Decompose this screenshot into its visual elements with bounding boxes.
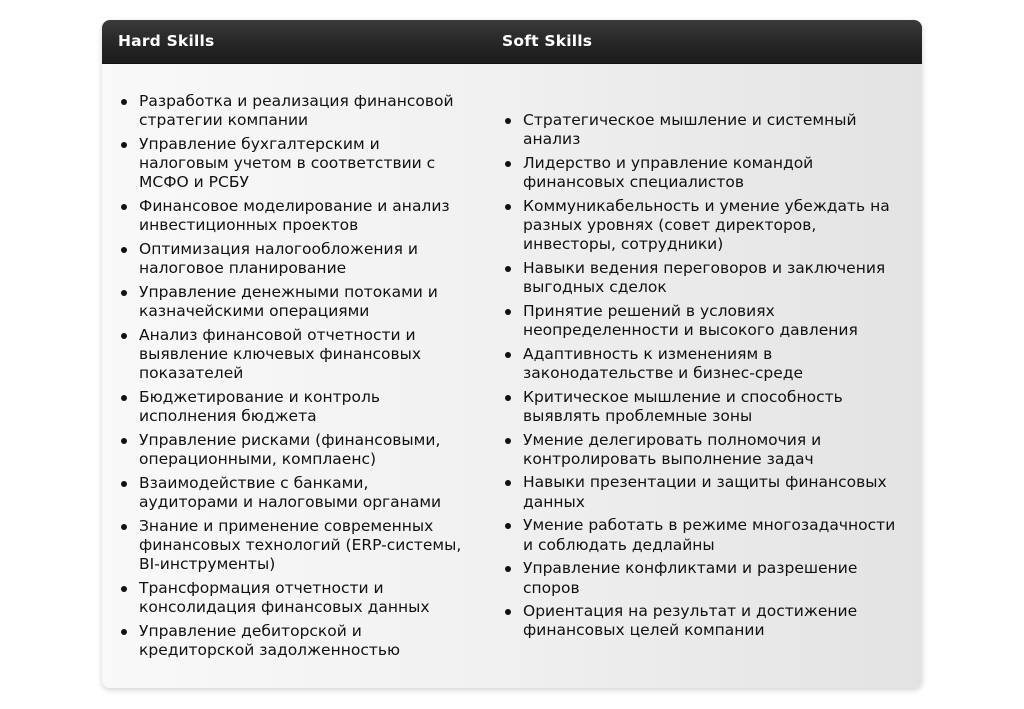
soft-skill-item: Лидерство и управление командой финансовых специалистов [503,154,903,193]
hard-skill-item: Управление дебиторской и кредиторской задолженностью [119,622,464,661]
hard-skill-item: Управление денежными потоками и казначейскими операциями [119,283,464,322]
soft-skill-item: Стратегическое мышление и системный анализ [503,111,903,150]
table-header [102,20,922,64]
hard-skill-item: Финансовое моделирование и анализ инвестиционных проектов [119,197,464,236]
hard-skill-item: Оптимизация налогообложения и налоговое планирование [119,240,464,279]
hard-skill-item: Бюджетирование и контроль исполнения бюджета [119,388,464,427]
soft-skill-item: Навыки презентации и защиты финансовых данных [503,473,903,512]
hard-skills-heading: Hard Skills [118,32,215,50]
soft-skill-item: Принятие решений в условиях неопределенности и высокого давления [503,302,903,341]
soft-skills-heading: Soft Skills [502,32,593,50]
hard-skills-list [119,92,464,665]
hard-skill-item: Знание и применение современных финансовых технологий (ERP-системы, BI-инструменты) [119,517,464,575]
hard-skill-item: Анализ финансовой отчетности и выявление ключевых финансовых показателей [119,326,464,384]
soft-skill-item: Коммуникабельность и умение убеждать на разных уровнях (совет директоров, инвесторы, сотрудники) [503,197,903,255]
skills-table [102,20,922,688]
soft-skill-item: Адаптивность к изменениям в законодательстве и бизнес-среде [503,345,903,384]
soft-skills-list [503,111,903,645]
hard-skill-item: Взаимодействие с банками, аудиторами и налоговыми органами [119,474,464,513]
soft-skill-item: Навыки ведения переговоров и заключения выгодных сделок [503,259,903,298]
hard-skill-item: Трансформация отчетности и консолидация финансовых данных [119,579,464,618]
soft-skill-item: Критическое мышление и способность выявлять проблемные зоны [503,388,903,427]
soft-skill-item: Ориентация на результат и достижение финансовых целей компании [503,602,903,641]
soft-skill-item: Умение делегировать полномочия и контролировать выполнение задач [503,431,903,470]
soft-skill-item: Умение работать в режиме многозадачности и соблюдать дедлайны [503,516,903,555]
hard-skill-item: Управление бухгалтерским и налоговым учетом в соответствии с МСФО и РСБУ [119,135,464,193]
hard-skill-item: Управление рисками (финансовыми, операционными, комплаенс) [119,431,464,470]
soft-skill-item: Управление конфликтами и разрешение споров [503,559,903,598]
hard-skill-item: Разработка и реализация финансовой стратегии компании [119,92,464,131]
